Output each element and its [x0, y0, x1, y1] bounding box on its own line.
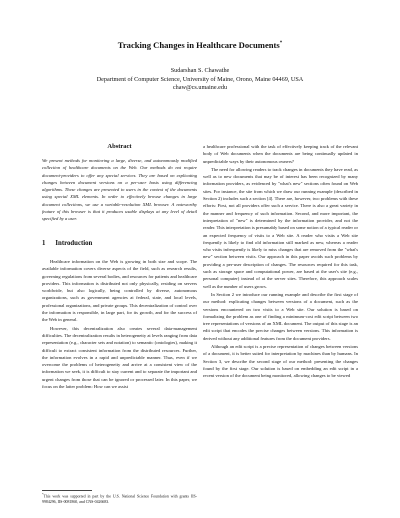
- right-paragraph: In Section 2 we introduce our running example and describe the first stage of our method: explicating changes between versions of a document, such as the versions encountered on two visits to a Web site. Our solution is based on formalizing the problem as one of finding a minimum-cost edit script between two tree representations of versions of an XML document. The output of this stage is an edit script that encodes the precise changes between versions. This information is derived without any additional features from the document providers.: [203, 291, 358, 341]
- footnote: [42, 492, 197, 505]
- right-paragraph: The need for allowing readers to track changes in documents they have read, as well as to new documents that may be of interest has been recognized by many information providers, as evidenced by "what's new" sections often found on Web sites. For instance, the site from which we draw our running example (described in Section 2) includes such a section [4]. There are, however, two problems with these efforts: First, not all providers offer such a service. There is also a great variety in the manner and frequency of such information. Second, and more important, the interpretation of "new" is determined by the information provider, and not the reader. This interpretation is presumably based on some notion of a typical reader or an expected frequency of visits to a Web site. A reader who visits a Web site frequently is likely to find old information still marked as new, whereas a reader who visits infrequently is likely to miss changes that are removed from the "what's new" section between visits. Our approach in this paper avoids such problems by providing a per-user description of changes. The resources required for this task, such as storage space and computational power, are based at the user's site (e.g., personal computer) instead of at the server sites. Therefore, this approach scales well as the number of users grows.: [203, 166, 358, 289]
- author-email: chaw@cs.umaine.edu: [172, 84, 228, 92]
- left-column-body: [42, 258, 197, 390]
- author-name: Sudarshan S. Chawathe: [170, 67, 230, 74]
- author-affiliation: Department of Computer Science, University of Maine, Orono, Maine 04469, USA: [96, 75, 304, 83]
- footnote-marker: *: [42, 492, 44, 496]
- section-number: 1: [42, 240, 46, 247]
- intro-paragraph: However, this decentralization also creates several data-management difficulties. The decentralization results in heterogeneity at levels ranging from data representation (e.g., character sets and notation) to semantic (ontologies), making it difficult to extract consistent information from the distributed resources. Further, the information evolves in a rapid and unpredictable manner. Thus, even if we overcome the problems of heterogeneity and arrive at a consistent view of the information we seek, it is difficult to stay current and to separate the important and urgent changes from those that can be ignored or processed later. In this paper, we focus on the latter problem: How can we assist: [42, 325, 197, 390]
- section-title: Introduction: [55, 240, 93, 247]
- title-text: Tracking Changes in Healthcare Documents: [117, 40, 280, 50]
- author-block: [0, 67, 400, 93]
- intro-paragraph: Healthcare information on the Web is growing in both size and scope. The available information covers diverse aspects of the field, such as research results, governing regulations from several bodies, and resources for patients and healthcare providers. This information is distributed not only physically, residing on servers worldwide, but also logically, being controlled by diverse, autonomous organizations, such as government agencies at federal, state, and local levels, professional organizations, and private groups. This decentralization of control over the information is responsible, in large part, for its growth, and for the success of the Web in general.: [42, 259, 197, 323]
- right-paragraph: Although an edit script is a precise representation of changes between versions of a document, it is better suited for interpretation by machines than by humans. In Section 3, we describe the second stage of our method: presenting the changes found by the first stage. Our solution is based on embedding an edit script in a recent version of the document being monitored, allowing changes to be viewed: [203, 344, 358, 379]
- footnote-text: This work was supported in part by the U.S. National Science Foundation with grants IIS-9984296, IIS-0081860, and CNS-0426683.: [42, 494, 197, 504]
- abstract-text: We present methods for monitoring a large, diverse, and autonomously modified collection of healthcare documents on the Web. Our methods do not require document-providers to offer any special services. They are based on explicating changes between document versions on a per-user basis using differencing algorithms. These changes are presented to users in the context of the documents using special XML elements. In order to effectively browse changes in large document collections, we use a variable-resolution XML browser. A noteworthy feature of this browser is that it produces usable displays at any level of detail specified by a user.: [42, 158, 197, 222]
- right-paragraph: a healthcare professional with the task of effectively keeping track of the relevant body of Web documents when the documents are being continually updated in unpredictable ways by their autonomous owners?: [203, 144, 358, 164]
- title-footnote-marker: *: [279, 41, 283, 47]
- section-heading: [42, 240, 92, 247]
- right-column-body: [203, 143, 358, 380]
- paper-title: [0, 40, 400, 50]
- footnote-rule: [42, 490, 92, 491]
- abstract-heading: Abstract: [107, 143, 132, 150]
